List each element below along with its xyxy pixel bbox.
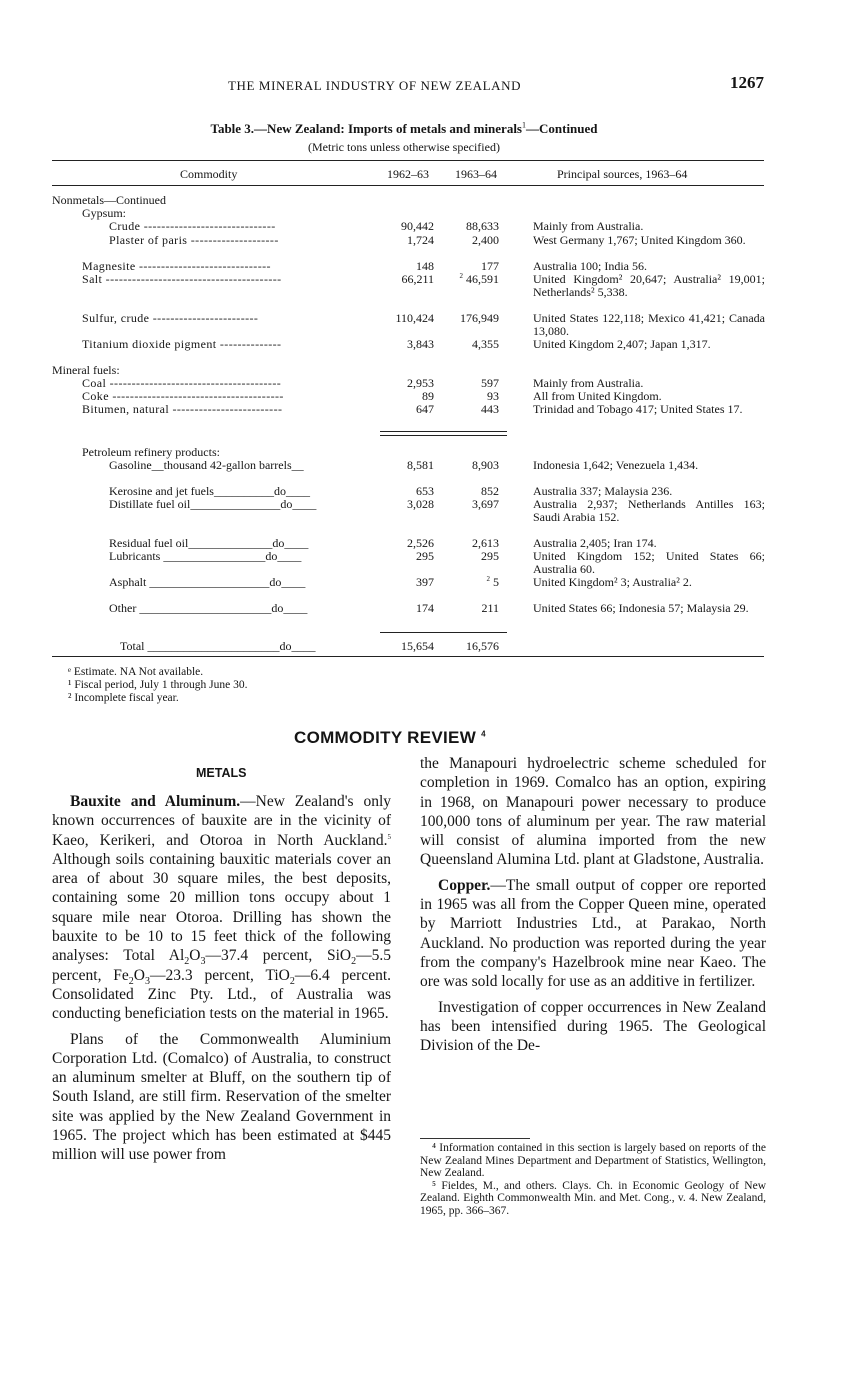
paragraph-text: —5.5 — [356, 947, 391, 965]
principal-sources: All from United Kingdom. — [533, 389, 662, 403]
table-row: Distillate fuel oil_______________do____ — [109, 497, 317, 511]
column-header-sources: Principal sources, 1963–64 — [557, 167, 688, 181]
footnote: ⁵ Fieldes, M., and others. Clays. Ch. in Economic Geology of New Zealand. Eighth Commonwealth Min. and Met. Cong., v. 4. New Zealand, 1965, pp. 366–367. — [420, 1179, 766, 1217]
value-1962-63: 90,442 — [401, 219, 434, 233]
left-column — [52, 792, 391, 1171]
table-top-rule — [52, 160, 764, 161]
unit-ditto: do — [265, 549, 278, 563]
unit-ditto: do — [272, 536, 285, 550]
table-header-rule — [52, 185, 764, 186]
paragraph-text: —New Zealand's only known occurrences of bauxite are in the vicinity of Kaeo, Kerikeri, and Otoroa in North Auckland. — [52, 793, 391, 849]
table-title-footnote-ref: 1 — [522, 120, 526, 130]
unit-ditto: do — [269, 575, 282, 589]
value-1962-63: 653 — [416, 484, 434, 498]
principal-sources: West Germany 1,767; United Kingdom 360. — [533, 233, 746, 247]
value-1963-64: 597 — [481, 376, 499, 390]
value-1963-64: 176,949 — [460, 311, 499, 325]
footnote-rule — [420, 1138, 530, 1139]
value-1963-64: 4,355 — [472, 337, 499, 351]
row-label: Total — [120, 639, 145, 653]
table-row: Kerosine and jet fuels__________do____ — [109, 484, 310, 498]
table-row: Bitumen, natural ------------------------- — [82, 402, 283, 416]
subtotal-rule-2 — [380, 435, 507, 436]
right-column — [420, 754, 766, 1061]
principal-sources: Mainly from Australia. — [533, 219, 644, 233]
column-header-1962-63: 1962–63 — [387, 167, 429, 181]
paragraph-bauxite: Bauxite and Aluminum.—New Zealand's only known occurrences of bauxite are in the vicinity of Kaeo, Kerikeri, and Otoroa in North Auckland.$^5$ Although soils containing bauxitic materials cover an area of about 30 square miles, the best deposits, containing some 20 million tons occupy about 1 square mile near Otoroa. Drilling has shown the bauxite to be 10 to 15 feet thick of the following analyses: Total $Al_2O_3—37.4$ percent, SiO$_2$—5.5 percent, $Fe_2O_3—23.3$ percent, TiO$_2$—6.4 percent. Consolidated Zinc Pty. Ltd., of Australia was conducting beneficiation tests on the material in 1965. — [52, 793, 392, 1023]
paragraph-text: Although soils containing bauxitic materials cover an area of about 30 square miles, the best deposits, containing some 20 million tons occupy about 1 square mile near Otoroa. Drilling has shown the bauxite to be 10 to 15 feet thick of the following analyses: Total — [52, 850, 391, 965]
value-1962-63: 110,424 — [395, 311, 434, 325]
table-row: Coke --------------------------------------- — [82, 389, 284, 403]
value-1963-64: 443 — [481, 402, 499, 416]
row-label: Residual fuel oil — [109, 536, 189, 550]
row-label: Crude — [109, 219, 141, 233]
value-1962-63: 397 — [416, 575, 434, 589]
formula-text: O — [189, 947, 201, 965]
subtotal-rule-1 — [380, 431, 507, 432]
running-header: THE MINERAL INDUSTRY OF NEW ZEALAND — [228, 78, 522, 93]
paragraph-text: percent, Fe — [52, 966, 129, 984]
table-row: Titanium dioxide pigment -------------- — [82, 337, 282, 351]
value-1963-64 — [445, 273, 499, 286]
footnote-ref: 2 — [459, 272, 463, 280]
value-1962-63: 2,953 — [407, 376, 434, 390]
principal-sources: United Kingdom² 3; Australia² 2. — [533, 575, 692, 589]
value-text: 5 — [493, 575, 499, 589]
row-label: Magnesite — [82, 259, 136, 273]
row-label: Asphalt — [109, 575, 147, 589]
unit-ditto: do — [279, 639, 292, 653]
table-footnote: ᵉ Estimate. NA Not available. — [68, 666, 204, 678]
value-1962-63: 2,526 — [407, 536, 434, 550]
row-label: Bitumen, natural — [82, 402, 170, 416]
row-label: Titanium dioxide pigment — [82, 337, 217, 351]
value-1963-64: 2,613 — [472, 536, 499, 550]
row-label: Petroleum refinery products: — [82, 445, 220, 459]
value-1962-63: 1,724 — [407, 233, 434, 247]
table-row: Coal --------------------------------------- — [82, 376, 282, 390]
value-1963-64: 8,903 — [472, 458, 499, 472]
value-1963-64: 2,400 — [472, 233, 499, 247]
value-1963-64: 88,633 — [466, 219, 499, 233]
table-footnote: ² Incomplete fiscal year. — [68, 692, 179, 704]
value-1962-63: 89 — [422, 389, 434, 403]
row-label: Gasoline__thousand 42-gallon barrels — [109, 458, 292, 472]
paragraph-text: —The small output of copper ore reported in 1965 was all from the Copper Queen mine, operated by Marriott Industries Ltd., at Parakao, North Auckland. No production was reported during the year from the company's Hazelbrook mine near Kaeo. The ore was sold locally for use as an additive in fertilizer. — [420, 876, 766, 991]
table-row: Other ______________________do____ — [109, 601, 308, 615]
section-title — [294, 728, 486, 748]
paragraph-copper — [420, 876, 766, 992]
table-subtitle: (Metric tons unless otherwise specified) — [308, 140, 500, 154]
row-label: Gypsum: — [82, 206, 127, 220]
row-label: Sulfur, crude — [82, 311, 150, 325]
row-label: Plaster of paris — [109, 233, 188, 247]
table-row: Lubricants _________________do____ — [109, 549, 302, 563]
principal-sources: Australia 2,937; Netherlands Antilles 163; Saudi Arabia 152. — [533, 497, 765, 524]
table-bottom-rule — [52, 656, 764, 657]
paragraph-text: percent, SiO — [262, 947, 352, 965]
value-1962-63: 174 — [416, 601, 434, 615]
formula-text: Al — [168, 947, 185, 965]
row-label: Other — [109, 601, 137, 615]
paragraph-heading: Copper. — [438, 876, 491, 894]
row-label: Mineral fuels: — [52, 363, 120, 377]
row-label: Distillate fuel oil — [109, 497, 191, 511]
paragraph-text: percent, TiO — [204, 966, 290, 984]
paragraph-text: Consolidated Zinc Pty. Ltd., of Australia was conducting beneficiation tests on the material in 1965. — [52, 985, 391, 1023]
total-rule — [380, 632, 507, 633]
unit-ditto: do — [271, 601, 284, 615]
table-row: Gasoline__thousand 42-gallon barrels__ — [109, 458, 304, 472]
footnote-ref: 2 — [486, 575, 490, 583]
principal-sources: Australia 2,405; Iran 174. — [533, 536, 657, 550]
row-label: Nonmetals—Continued — [52, 193, 166, 207]
row-label: Coal — [82, 376, 107, 390]
value-1962-63: 148 — [416, 259, 434, 273]
column-footnotes — [420, 1142, 766, 1217]
table-row: Sulfur, crude ------------------------ — [82, 311, 259, 325]
principal-sources: Mainly from Australia. — [533, 376, 644, 390]
principal-sources: United Kingdom 152; United States 66; Australia 60. — [533, 549, 765, 576]
formula-text: O — [133, 966, 145, 984]
unit-ditto: do — [273, 484, 286, 498]
footnote: ⁴ Information contained in this section is largely based on reports of the New Zealand Mines Department and Department of Statistics, Wellington, New Zealand. — [420, 1142, 766, 1179]
table-title-suffix: —Continued — [526, 121, 598, 136]
table-row: Magnesite ------------------------------ — [82, 259, 271, 273]
table-row: Crude ------------------------------ — [109, 219, 276, 233]
value-1963-64: 93 — [487, 389, 499, 403]
column-header-commodity: Commodity — [180, 167, 238, 181]
row-label: Coke — [82, 389, 109, 403]
row-label: Lubricants — [109, 549, 161, 563]
value-1962-63: 8,581 — [407, 458, 434, 472]
value-1963-64: 211 — [481, 601, 499, 615]
value-1962-63: 15,654 — [401, 639, 434, 653]
value-1962-63: 3,028 — [407, 497, 434, 511]
paragraph-text: —6.4 percent. — [294, 966, 392, 984]
table-footnote: ¹ Fiscal period, July 1 through June 30. — [68, 679, 248, 691]
section-title-footnote-ref: 4 — [481, 729, 486, 739]
principal-sources: Australia 337; Malaysia 236. — [533, 484, 673, 498]
paragraph-heading: Bauxite and Aluminum. — [70, 793, 241, 810]
value-1963-64: 3,697 — [472, 497, 499, 511]
paragraph-manapouri: the Manapouri hydroelectric scheme scheduled for completion in 1969. Comalco has an option, expiring in 1968, on Manapouri power necessary to produce 100,000 tons of aluminum per year. The raw material will consist of alumina imported from the new Queensland Alumina Ltd. plant at Gladstone, Australia. — [420, 755, 766, 869]
principal-sources: United States 122,118; Mexico 41,421; Canada 13,080. — [533, 311, 765, 338]
value-1963-64: 16,576 — [466, 639, 499, 653]
value-1962-63: 647 — [416, 402, 434, 416]
value-1963-64 — [445, 576, 499, 589]
table-row-total: Total ______________________do____ — [120, 639, 316, 653]
table-row: Plaster of paris -------------------- — [109, 233, 279, 247]
column-header-1963-64: 1963–64 — [455, 167, 497, 181]
value-1963-64: 295 — [481, 549, 499, 563]
table-title — [0, 121, 808, 137]
page-number: 1267 — [730, 73, 764, 92]
principal-sources: Indonesia 1,642; Venezuela 1,434. — [533, 458, 699, 472]
value-1963-64: 852 — [481, 484, 499, 498]
value-1962-63: 3,843 — [407, 337, 434, 351]
table-row: Salt ---------------------------------------- — [82, 272, 282, 286]
principal-sources: United States 66; Indonesia 57; Malaysia 29. — [533, 601, 749, 615]
table-row: Asphalt ____________________do____ — [109, 575, 306, 589]
footnote-ref: 5 — [387, 832, 391, 841]
table-row: Residual fuel oil______________do____ — [109, 536, 309, 550]
paragraph-text: —37.4 — [205, 947, 263, 965]
value-1963-64: 177 — [481, 259, 499, 273]
paragraph-comalco: Plans of the Commonwealth Aluminium Corporation Ltd. (Comalco) of Australia, to construct an aluminum smelter at Bluff, on the southern tip of South Island, are still firm. Reservation of the smelter site was applied by the New Zealand Government in 1965. The project which has been estimated at $445 million will use power from — [52, 1030, 391, 1164]
row-label: Kerosine and jet fuels — [109, 484, 214, 498]
value-text: 46,591 — [466, 272, 499, 286]
principal-sources: United Kingdom 2,407; Japan 1,317. — [533, 337, 711, 351]
value-1962-63: 66,211 — [401, 272, 434, 286]
subsection-title: METALS — [196, 766, 247, 780]
paragraph-text: —23.3 — [150, 966, 205, 984]
section-title-text: COMMODITY REVIEW — [294, 728, 477, 747]
value-1962-63: 295 — [416, 549, 434, 563]
paragraph-investigation: Investigation of copper occurrences in New Zealand has been intensified during 1965. The Geological Division of the De- — [420, 998, 766, 1055]
row-label: Salt — [82, 272, 103, 286]
principal-sources: Trinidad and Tobago 417; United States 17. — [533, 402, 743, 416]
unit-ditto: do — [280, 497, 293, 511]
principal-sources: Australia 100; India 56. — [533, 259, 647, 273]
principal-sources: United Kingdom² 20,647; Australia² 19,001; Netherlands² 5,338. — [533, 272, 765, 299]
table-title-text: Table 3.—New Zealand: Imports of metals and minerals — [210, 121, 522, 136]
